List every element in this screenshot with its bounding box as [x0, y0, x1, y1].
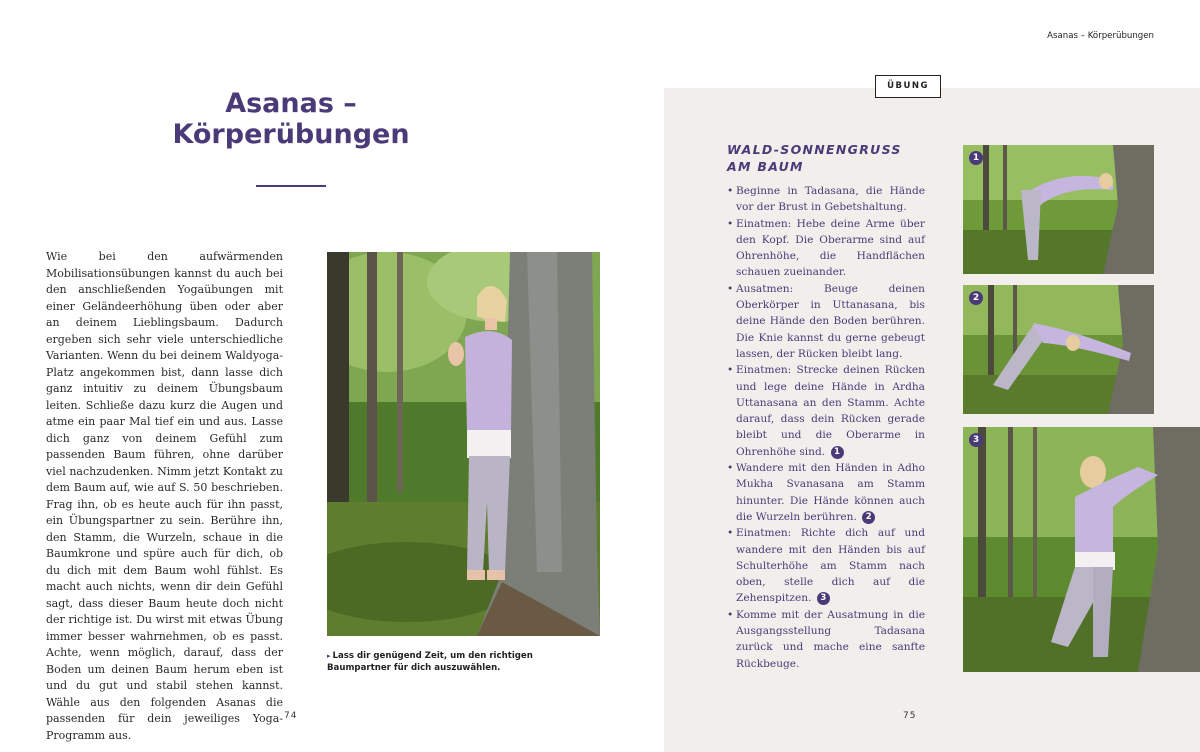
photo-number-badge: 3	[969, 433, 983, 447]
forest-photo-illustration	[327, 252, 600, 636]
chapter-title-line-2: Körperübungen	[172, 119, 410, 150]
step-text: Beginne in Tadasana, die Hände vor der Brust in Gebetshaltung.	[736, 185, 925, 214]
page-number-left: 74	[284, 711, 298, 721]
photo-caption	[327, 650, 537, 674]
step-text: Einatmen: Hebe deine Arme über den Kopf. Die Oberarme sind auf Ohrenhöhe, die Handflächen schauen zueinander.	[736, 217, 925, 279]
exercise-title	[727, 141, 927, 175]
step-text: Komme mit der Ausatmung in die Ausgangsstellung Tadasana zurück und mache eine sanfte Rückbeuge.	[736, 608, 925, 670]
step-ref-badge: 1	[831, 446, 844, 459]
step-item	[727, 183, 925, 216]
step-text: Wandere mit den Händen in Adho Mukha Svanasana am Stamm hinunter. Die Hände können auch die Wurzeln berühren.	[736, 462, 925, 523]
photo-step-2-illustration	[963, 285, 1154, 414]
photo-number-badge: 1	[969, 151, 983, 165]
step-item	[727, 216, 925, 281]
step-text: Einatmen: Richte dich auf und wandere mit den Händen bis auf Schulterhöhe am Stamm nach oben, stelle dich auf die Zehenspitzen.	[736, 527, 925, 605]
photo-step-1-illustration	[963, 145, 1154, 274]
title-rule	[256, 185, 326, 187]
photo-number-badge: 2	[969, 291, 983, 305]
exercise-badge: ÜBUNG	[875, 75, 941, 98]
photo-step-3	[963, 427, 1200, 672]
exercise-steps	[727, 183, 925, 672]
photo-step-3-illustration	[963, 427, 1200, 672]
chapter-title-line-1: Asanas –	[225, 88, 357, 119]
caption-arrow-icon: ▸	[327, 652, 331, 660]
intro-paragraph: Wie bei den aufwärmenden Mobilisationsübungen kannst du auch bei den anschließenden Yogaübungen mit einer Geländeerhöhung üben oder aber an deinem Lieblingsbaum. Dadurch ergeben sich sehr viele unterschiedliche Varianten. Wenn du bei deinem Waldyoga-Platz angekommen bist, dann lasse dich ganz intuitiv zu deinem Übungsbaum leiten. Schließe dazu kurz die Augen und atme ein paar Mal tief ein und aus. Lasse dich ganz von deinem Gefühl zum passenden Baum führen, ohne darüber viel nachzudenken. Nimm jetzt Kontakt zu dem Baum auf, wie auf S. 50 beschrieben. Frag ihn, ob es heute auch für ihn passt, ein Übungspartner zu sein. Berühre ihn, den Stamm, die Wurzeln, schaue in die Baumkrone und spüre auch für dich, ob du dich mit dem Baum wohl fühlst. Es macht auch nichts, wenn dir dein Gefühl sagt, dass dieser Baum heute doch nicht der richtige ist. Du wirst mit etwas Übung immer besser wahrnehmen, ob es passt. Achte, wenn möglich, darauf, dass der Boden um deinen Baum herum eben ist und du gut und stabil stehen kannst. Wähle aus den folgenden Asanas die passenden für dein jeweiliges Yoga-Programm aus.	[46, 250, 283, 742]
running-head: Asanas – Körperübungen	[1047, 31, 1154, 41]
chapter-title	[150, 88, 432, 150]
page-number-right: 75	[903, 711, 917, 721]
photo-woman-at-tree	[327, 252, 600, 636]
step-item	[727, 460, 925, 525]
step-item	[727, 607, 925, 672]
step-ref-badge: 2	[862, 511, 875, 524]
photo-step-2	[963, 285, 1154, 414]
step-item	[727, 281, 925, 362]
step-text: Einatmen: Strecke deinen Rücken und lege deine Hände in Ardha Uttanasana an den Stamm. Achte darauf, dass dein Rücken gerade bleibt und die Oberarme in Ohrenhöhe sind.	[736, 364, 925, 458]
step-text: Ausatmen: Beuge deinen Oberkörper in Uttanasana, bis deine Hände den Boden berühren. Die Knie kannst du gerne gebeugt lassen, der Rücken bleibt lang.	[736, 282, 925, 360]
step-item	[727, 525, 925, 606]
caption-text: Lass dir genügend Zeit, um den richtigen Baumpartner für dich auszuwählen.	[327, 651, 533, 673]
step-item	[727, 362, 925, 460]
exercise-title-line-1: WALD-SONNENGRUSS	[727, 142, 902, 157]
photo-step-1	[963, 145, 1154, 274]
step-ref-badge: 3	[817, 592, 830, 605]
exercise-title-line-2: AM BAUM	[727, 159, 804, 174]
